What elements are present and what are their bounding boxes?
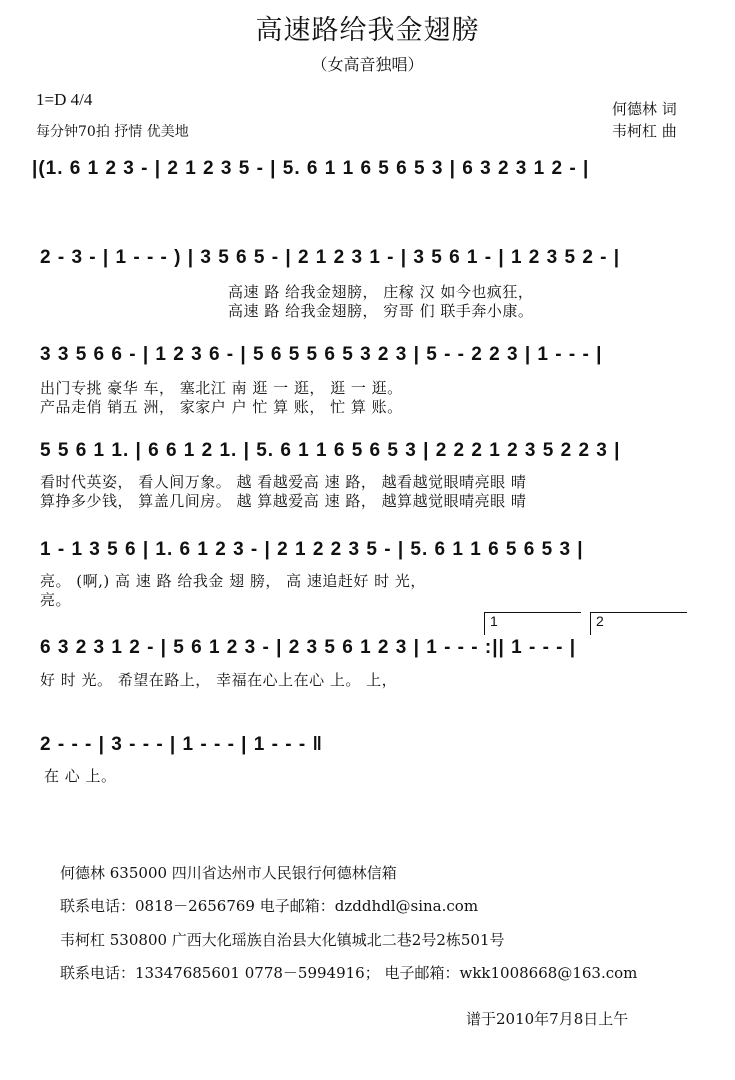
volta-bracket-1	[484, 612, 581, 635]
volta-number-1: 1	[490, 613, 498, 629]
score-line-4-notes: 5 5 6 1 1. | 6 6 1 2 1. | 5. 6 1 1 6 5 6 5 3 | 2 2 2 1 2 3 5 2 2 3 |	[40, 440, 621, 461]
lyricist-credit: 何德林 词	[612, 100, 677, 118]
score-line-6-notes: 6 3 2 3 1 2 - | 5 6 1 2 3 - | 2 3 5 6 1 2 3 | 1 - - - :|| 1 - - - |	[40, 637, 577, 658]
key-signature: 1=D 4/4	[36, 90, 93, 109]
score-line-6-lyrics-verse1: 好 时 光。 希望在路上， 幸福在心上在心 上。 上，	[40, 671, 398, 689]
score-line-7-notes: 2 - - - | 3 - - - | 1 - - - | 1 - - - ‖	[40, 734, 323, 755]
score-line-2-lyrics-verse2: 高速 路 给我金翅膀， 穷哥 们 联手奔小康。	[228, 302, 534, 320]
song-subtitle: （女高音独唱）	[311, 55, 424, 74]
contact-lyricist-phone-email: 联系电话：0818－2656769 电子邮箱：dzddhdl@sina.com	[60, 897, 479, 915]
contact-composer-address: 韦柯杠 530800 广西大化瑶族自治县大化镇城北二巷2号2栋501号	[60, 931, 505, 949]
composer-credit: 韦柯杠 曲	[612, 122, 677, 140]
score-line-5-lyrics-verse2: 亮。	[40, 591, 72, 609]
score-line-4-lyrics-verse2: 算挣多少钱， 算盖几间房。 越 算越爱高 速 路， 越算越觉眼晴亮眼 晴	[40, 492, 527, 510]
score-line-5-lyrics-verse1: 亮。 (啊,) 高 速 路 给我金 翅 膀， 高 速追赶好 时 光，	[40, 572, 426, 590]
contact-lyricist-address: 何德林 635000 四川省达州市人民银行何德林信箱	[60, 864, 397, 882]
score-line-3-notes: 3 3 5 6 6 - | 1 2 3 6 - | 5 6 5 5 6 5 3 2 3 | 5 - - 2 2 3 | 1 - - - |	[40, 344, 603, 365]
score-line-4-lyrics-verse1: 看时代英姿， 看人间万象。 越 看越爱高 速 路， 越看越觉眼晴亮眼 晴	[40, 473, 527, 491]
contact-composer-phone-email: 联系电话：13347685601 0778－5994916； 电子邮箱：wkk1008668@163.com	[60, 964, 638, 982]
score-line-3-lyrics-verse2: 产品走俏 销五 洲， 家家户 户 忙 算 账， 忙 算 账。	[40, 398, 403, 416]
score-line-5-notes: 1 - 1 3 5 6 | 1. 6 1 2 3 - | 2 1 2 2 3 5 - | 5. 6 1 1 6 5 6 5 3 |	[40, 539, 584, 560]
score-line-2-notes: 2 - 3 - | 1 - - - ) | 3 5 6 5 - | 2 1 2 3 1 - | 3 5 6 1 - | 1 2 3 5 2 - |	[40, 247, 621, 268]
score-line-2-lyrics-verse1: 高速 路 给我金翅膀， 庄稼 汉 如今也疯狂，	[228, 283, 534, 301]
song-title: 高速路给我金翅膀	[255, 15, 480, 46]
score-line-3-lyrics-verse1: 出门专挑 豪华 车， 塞北江 南 逛 一 逛， 逛 一 逛。	[40, 379, 403, 397]
score-line-1-notes: |(1. 6 1 2 3 - | 2 1 2 3 5 - | 5. 6 1 1 6 5 6 5 3 | 6 3 2 3 1 2 - |	[32, 158, 590, 179]
volta-bracket-2	[590, 612, 687, 635]
composition-date: 谱于2010年7月8日上午	[466, 1010, 629, 1028]
tempo-marking: 每分钟70拍 抒情 优美地	[36, 124, 189, 140]
score-line-7-lyrics-verse1: 在 心 上。	[44, 767, 117, 785]
volta-number-2: 2	[596, 613, 604, 629]
